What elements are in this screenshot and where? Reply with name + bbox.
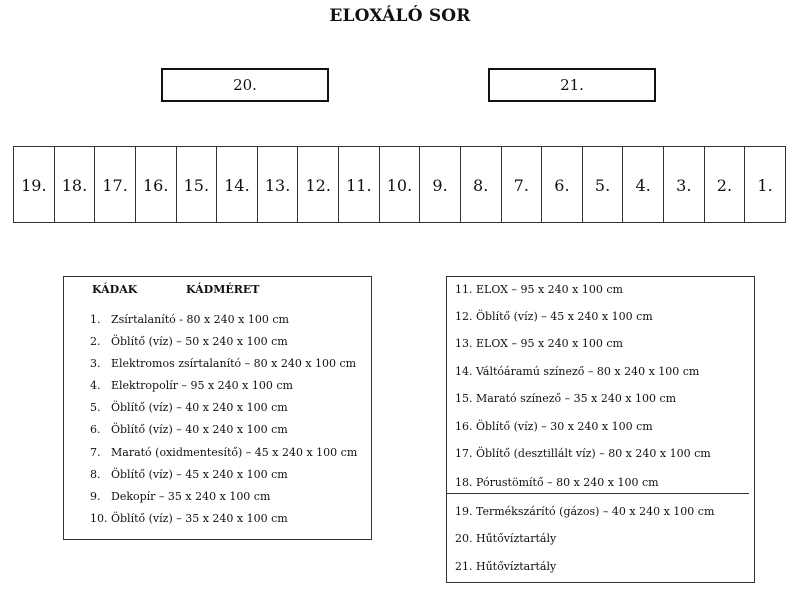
list-item [90, 357, 357, 379]
list-item-text: 9. [90, 489, 101, 503]
list-item: 15. Marató színező – 35 x 240 x 100 cm [455, 392, 677, 405]
list-item-text: Elektropolír – 95 x 240 x 100 cm [111, 379, 293, 393]
tank-box-20: 20. [161, 68, 329, 102]
tank-cell-7: 7. [502, 147, 543, 222]
list-item-text: Öblítő (víz) – 45 x 240 x 100 cm [111, 467, 288, 481]
tank-cell-6: 6. [542, 147, 583, 222]
list-item-text: 2. [90, 335, 101, 349]
tank-cell-4: 4. [623, 147, 664, 222]
tank-cell-9: 9. [420, 147, 461, 222]
tank-cell-14: 14. [217, 147, 258, 222]
list-item [90, 490, 357, 512]
left-tank-list [90, 313, 357, 534]
list-item: 13. ELOX – 95 x 240 x 100 cm [455, 337, 623, 350]
list-item [90, 423, 357, 445]
list-item [90, 313, 357, 335]
list-item: 21. Hűtővíztartály [455, 560, 557, 573]
heading-tanks: KÁDAK [92, 283, 138, 296]
list-item-text: Zsírtalanító - 80 x 240 x 100 cm [111, 313, 289, 326]
list-item-text: 6. [90, 423, 101, 437]
tank-cell-13: 13. [258, 147, 299, 222]
list-item-text: 10. [90, 511, 108, 525]
list-item-text: Dekopír – 35 x 240 x 100 cm [111, 489, 271, 503]
list-item: 19. Termékszárító (gázos) – 40 x 240 x 100 cm [455, 505, 715, 518]
list-item: 16. Öblítő (víz) – 30 x 240 x 100 cm [455, 420, 653, 433]
tank-cell-16: 16. [136, 147, 177, 222]
diagram-title: ELOXÁLÓ SOR [329, 6, 471, 26]
tank-cell-2: 2. [705, 147, 746, 222]
list-item [90, 512, 357, 534]
list-item [90, 379, 357, 401]
list-item: 14. Váltóáramú színező – 80 x 240 x 100 cm [455, 365, 700, 378]
list-item: 17. Öblítő (desztillált víz) – 80 x 240 x 100 cm [455, 447, 711, 460]
list-item-text: 3. [90, 357, 101, 371]
list-item-text: 8. [90, 467, 101, 481]
list-item [90, 446, 357, 468]
tank-cell-10: 10. [380, 147, 421, 222]
tank-cell-8: 8. [461, 147, 502, 222]
tank-cell-12: 12. [298, 147, 339, 222]
list-item [90, 468, 357, 490]
tank-cell-17: 17. [95, 147, 136, 222]
tank-cell-19: 19. [14, 147, 55, 222]
tank-box-21: 21. [488, 68, 656, 102]
list-item-text: 1. [90, 313, 101, 326]
list-item-text: 5. [90, 401, 101, 415]
list-item [90, 335, 357, 357]
tank-cell-1: 1. [757, 176, 773, 195]
list-item-text: Öblítő (víz) – 40 x 240 x 100 cm [111, 423, 288, 437]
tank-legend-left [63, 276, 372, 540]
tank-cell-15: 15. [177, 147, 218, 222]
tank-cell-3: 3. [664, 147, 705, 222]
list-item-text: 7. [90, 445, 101, 459]
list-item: 18. Pórustömítő – 80 x 240 x 100 cm [455, 476, 659, 489]
list-item-text: 4. [90, 379, 101, 393]
tank-cell-5: 5. [583, 147, 624, 222]
list-divider [447, 493, 749, 494]
tank-legend-right [446, 276, 755, 583]
tank-cell-11: 11. [339, 147, 380, 222]
list-item [90, 401, 357, 423]
tank-cell-18: 18. [55, 147, 96, 222]
list-item: 20. Hűtővíztartály [455, 532, 557, 545]
list-item-text: Öblítő (víz) – 40 x 240 x 100 cm [111, 401, 288, 415]
list-item: 12. Öblítő (víz) – 45 x 240 x 100 cm [455, 310, 653, 323]
list-item-text: Marató (oxidmentesítő) – 45 x 240 x 100 cm [111, 445, 358, 459]
heading-tank-size: KÁDMÉRET [186, 283, 260, 296]
tank-row [13, 146, 786, 223]
list-item-text: Elektromos zsírtalanító – 80 x 240 x 100 cm [111, 357, 357, 371]
list-item-text: Öblítő (víz) – 35 x 240 x 100 cm [111, 511, 288, 525]
list-item: 11. ELOX – 95 x 240 x 100 cm [455, 283, 623, 296]
list-item-text: Öblítő (víz) – 50 x 240 x 100 cm [111, 335, 288, 349]
